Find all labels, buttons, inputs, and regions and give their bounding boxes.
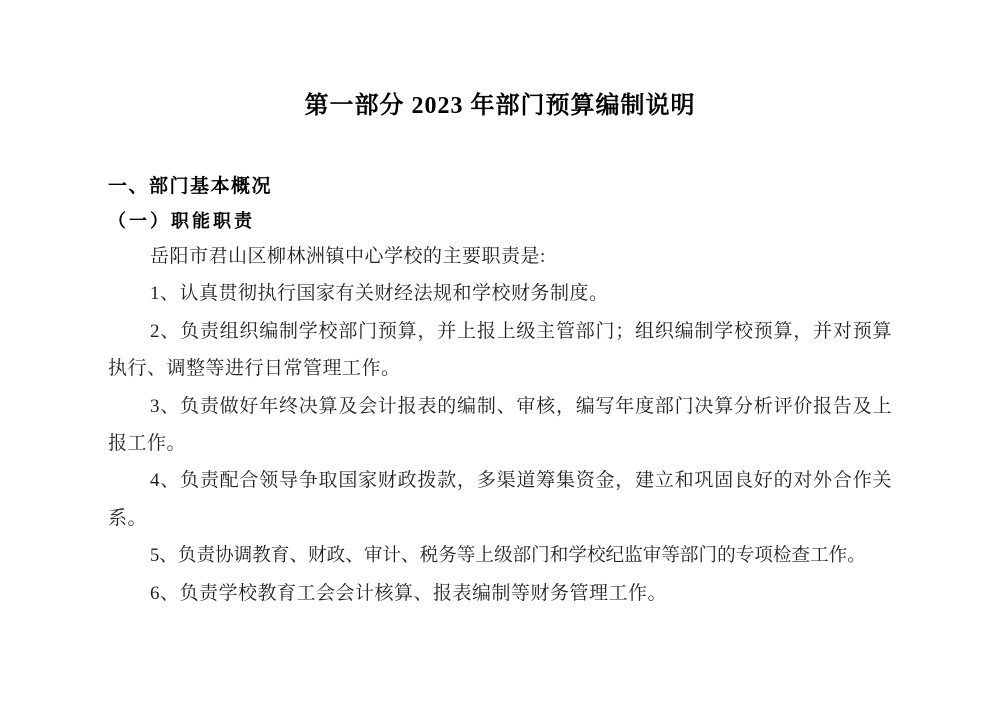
paragraph-duty-6: 6、负责学校教育工会会计核算、报表编制等财务管理工作。 bbox=[150, 582, 668, 604]
document-content bbox=[108, 0, 892, 612]
paragraph-duty-1: 1、认真贯彻执行国家有关财经法规和学校财务制度。 bbox=[150, 283, 609, 305]
paragraph-intro: 岳阳市君山区柳林洲镇中心学校的主要职责是: bbox=[150, 246, 546, 267]
section-heading-basic-overview: 一、部门基本概况 bbox=[108, 176, 273, 197]
subsection-heading-duties: （一）职能职责 bbox=[108, 211, 255, 231]
paragraph-duty-4: 4、负责配合领导争取国家财政拨款，多渠道筹集资金，建立和巩固良好的对外合作关系。 bbox=[108, 470, 892, 529]
paragraph-duty-3: 3、负责做好年终决算及会计报表的编制、审核，编写年度部门决算分析评价报告及上报工作。 bbox=[108, 395, 892, 455]
duties-paragraphs bbox=[108, 238, 892, 612]
document-title: 第一部分 2023 年部门预算编制说明 bbox=[304, 93, 696, 119]
paragraph-duty-5: 5、负责协调教育、财政、审计、税务等上级部门和学校纪监审等部门的专项检查工作。 bbox=[150, 545, 866, 567]
paragraph-duty-2: 2、负责组织编制学校部门预算，并上报上级主管部门；组织编制学校预算，并对预算执行、调整等进行日常管理工作。 bbox=[108, 320, 892, 380]
